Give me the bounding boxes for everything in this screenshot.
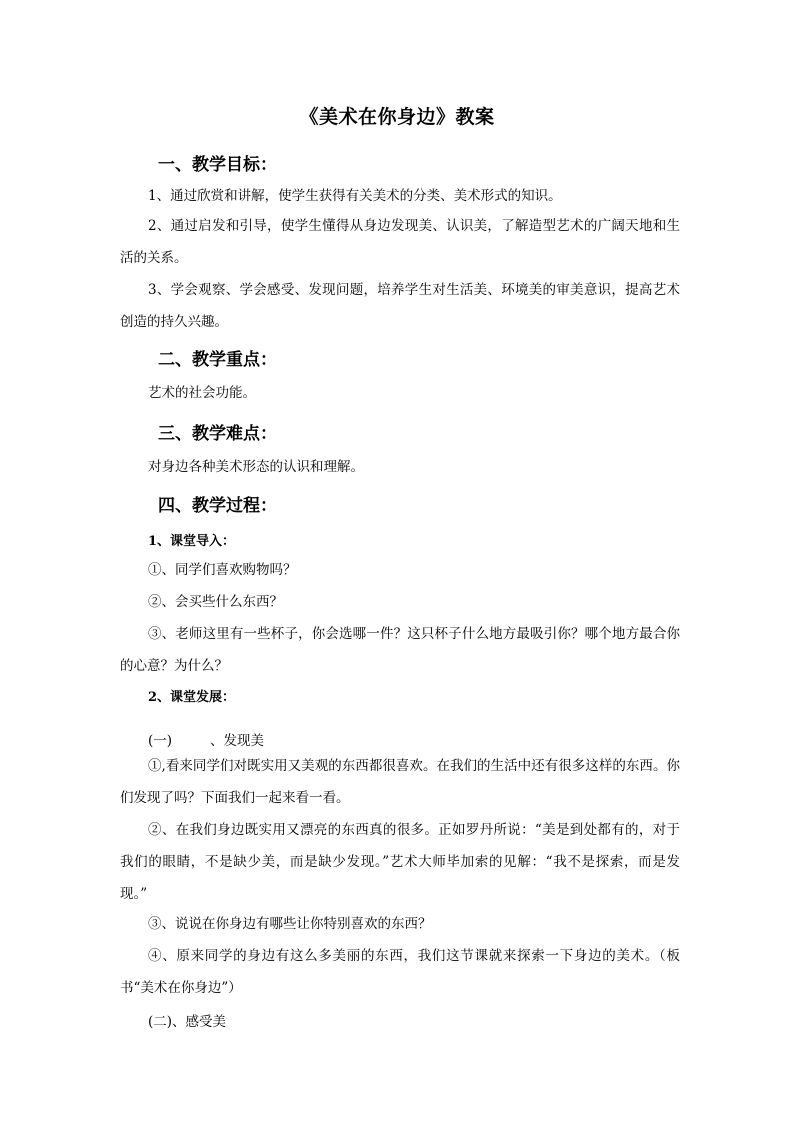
part1-number: (一) (148, 733, 173, 749)
heading-process: 四、教学过程： (158, 496, 277, 516)
intro-item-2: ②、会买些什么东西？ (148, 594, 283, 610)
objective-item-2: 2、通过启发和引导，使学生懂得从身边发现美、认识美，了解造型艺术的广阔天地和生活的关系。 (120, 218, 680, 266)
part1-heading (148, 729, 264, 749)
document-title: 《美术在你身边》教案 (299, 106, 495, 128)
key-points-text: 艺术的社会功能。 (148, 385, 256, 401)
part1-item-3: ③、说说在你身边有哪些让你特别喜欢的东西？ (148, 916, 432, 932)
part1-item-1: ①,看来同学们对既实用又美观的东西都很喜欢。在我们的生活中还有很多这样的东西。你们发现了吗？下面我们一起来看一看。 (120, 758, 680, 806)
heading-objectives: 一、教学目标： (158, 155, 277, 175)
subheading-intro: 1、课堂导入： (148, 534, 236, 549)
objective-item-1: 1、通过欣赏和讲解，使学生获得有关美术的分类、美术形式的知识。 (148, 188, 562, 204)
part1-item-4: ④、原来同学的身边有这么多美丽的东西，我们这节课就来探索一下身边的美术。（板书“美术在你身边”） (120, 948, 680, 996)
intro-item-1: ①、同学们喜欢购物吗？ (148, 562, 297, 578)
heading-difficulties: 三、教学难点： (158, 424, 277, 444)
part1-label: 、发现美 (210, 733, 265, 749)
part1-item-2: ②、在我们身边既实用又漂亮的东西真的很多。正如罗丹所说：“美是到处都有的，对于我们的眼睛，不是缺少美，而是缺少发现。”艺术大师毕加索的见解：“我不是探索，而是发现。” (120, 822, 680, 902)
part2-heading: (二)、感受美 (148, 1014, 227, 1030)
heading-key-points: 二、教学重点： (158, 350, 277, 370)
difficulties-text: 对身边各种美术形态的认识和理解。 (148, 459, 364, 475)
subheading-development: 2、课堂发展： (148, 690, 236, 705)
objective-item-3: 3、学会观察、学会感受、发现问题，培养学生对生活美、环境美的审美意识，提高艺术创造的持久兴趣。 (120, 282, 680, 330)
intro-item-3: ③、老师这里有一些杯子，你会选哪一件？这只杯子什么地方最吸引你？哪个地方最合你的心意？为什么？ (120, 626, 680, 674)
